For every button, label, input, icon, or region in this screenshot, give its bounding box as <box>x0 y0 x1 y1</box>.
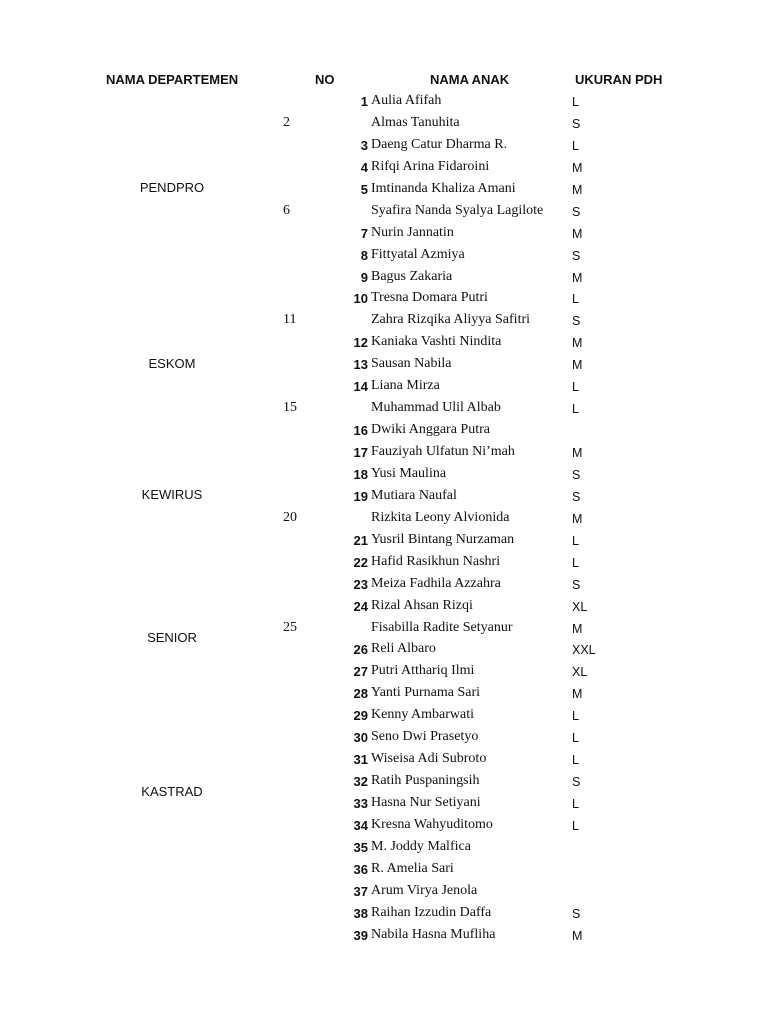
member-name: Imtinanda Khaliza Amani <box>371 180 516 196</box>
member-name: Rizkita Leony Alvionida <box>371 509 510 525</box>
member-name: R. Amelia Sari <box>371 860 454 876</box>
row-number: 28 <box>353 686 368 702</box>
pdh-size: XL <box>572 665 588 680</box>
row-number: 36 <box>353 861 368 877</box>
table-row <box>0 179 768 201</box>
member-name: Hasna Nur Setiyani <box>371 795 481 810</box>
row-number: 29 <box>353 708 368 724</box>
table-row <box>0 596 768 618</box>
member-name: Yusi Maulina <box>371 465 447 481</box>
row-number: 11 <box>283 312 297 328</box>
member-name: Putri Atthariq Ilmi <box>371 663 475 679</box>
table-row <box>0 903 768 925</box>
table-row <box>0 223 768 245</box>
row-number: 21 <box>353 532 368 548</box>
table-row <box>0 771 768 793</box>
member-name: Raihan Izzudin Daffa <box>371 904 492 920</box>
pdh-size: S <box>572 775 581 790</box>
table-row <box>0 749 768 771</box>
member-name: M. Joddy Malfica <box>371 838 471 854</box>
department-pendpro: PENDPRO <box>139 180 205 195</box>
row-number: 5 <box>360 181 368 197</box>
row-number: 23 <box>353 576 368 592</box>
member-name: Hafid Rasikhun Nashri <box>371 553 501 569</box>
member-name: Almas Tanuhita <box>371 114 460 130</box>
row-number: 35 <box>353 839 368 855</box>
row-number: 37 <box>353 883 368 899</box>
pdh-size: L <box>572 380 579 395</box>
row-number: 18 <box>353 466 368 482</box>
table-row <box>0 464 768 486</box>
table-row <box>0 442 768 464</box>
member-name: Fauziyah Ulfatun Ni’mah <box>371 444 515 459</box>
member-name: Aulia Afifah <box>371 93 442 108</box>
row-number: 27 <box>353 664 368 680</box>
pdh-size: M <box>572 160 583 175</box>
table-row <box>0 683 768 705</box>
header-name: NAMA ANAK <box>430 72 510 87</box>
row-number: 13 <box>353 357 368 373</box>
table-row <box>0 354 768 376</box>
member-name: Rifqi Arina Fidaroini <box>371 158 490 174</box>
table-row <box>0 661 768 683</box>
table-row <box>0 420 768 442</box>
row-number: 22 <box>353 554 368 570</box>
row-number: 10 <box>353 291 368 307</box>
table-row <box>0 201 768 223</box>
member-name: Kresna Wahyuditomo <box>371 816 493 832</box>
table-row <box>0 727 768 749</box>
pdh-size: L <box>572 292 579 307</box>
member-name: Nurin Jannatin <box>371 224 454 240</box>
member-name: Kaniaka Vashti Nindita <box>371 334 502 350</box>
row-number: 34 <box>353 817 368 833</box>
pdh-size: L <box>572 533 579 548</box>
row-number: 31 <box>353 752 368 768</box>
row-number: 20 <box>283 509 297 525</box>
pdh-size: XXL <box>572 643 596 658</box>
pdh-size: XL <box>572 599 588 614</box>
table-row <box>0 157 768 179</box>
table-row <box>0 705 768 727</box>
pdh-size: M <box>572 270 583 285</box>
row-number: 15 <box>283 400 297 416</box>
table-row <box>0 618 768 640</box>
table-row <box>0 552 768 574</box>
table-row <box>0 925 768 947</box>
row-number: 2 <box>283 114 290 130</box>
member-name: Ratih Puspaningsih <box>371 773 480 789</box>
table-row <box>0 837 768 859</box>
member-name: Seno Dwi Prasetyo <box>371 729 479 745</box>
table-row <box>0 815 768 837</box>
row-number: 25 <box>283 619 297 635</box>
row-number: 3 <box>360 137 368 153</box>
department-kewirus: KEWIRUS <box>141 487 203 502</box>
pdh-size: S <box>572 906 581 921</box>
member-name: Yanti Purnama Sari <box>371 685 481 701</box>
pdh-size: S <box>572 489 581 504</box>
member-name: Reli Albaro <box>371 641 436 657</box>
department-senior: SENIOR <box>147 630 197 645</box>
row-number: 24 <box>353 598 368 614</box>
member-name: Meiza Fadhila Azzahra <box>371 575 501 591</box>
pdh-size: L <box>572 138 579 153</box>
member-name: Liana Mirza <box>371 378 440 394</box>
table-row <box>0 245 768 267</box>
member-name: Arum Virya Jenola <box>371 882 478 898</box>
member-name: Zahra Rizqika Aliyya Safitri <box>371 312 531 328</box>
row-number: 32 <box>353 774 368 790</box>
table-row <box>0 267 768 289</box>
pdh-size: S <box>572 116 581 131</box>
member-name: Syafira Nanda Syalya Lagilote <box>371 202 544 218</box>
table-row <box>0 288 768 310</box>
row-number: 14 <box>353 379 368 395</box>
row-number: 7 <box>360 225 368 241</box>
table-row <box>0 310 768 332</box>
row-number: 9 <box>360 269 368 285</box>
pdh-size: M <box>572 928 583 943</box>
table-row <box>0 332 768 354</box>
member-name: Fisabilla Radite Setyanur <box>371 619 513 635</box>
pdh-size: S <box>572 314 581 329</box>
member-name: Daeng Catur Dharma R. <box>371 136 508 152</box>
header-no: NO <box>315 72 335 87</box>
pdh-size: L <box>572 797 579 811</box>
pdh-size: M <box>572 226 583 241</box>
row-number: 17 <box>353 445 368 460</box>
member-name: Kenny Ambarwati <box>371 707 475 723</box>
row-number: 16 <box>353 423 368 439</box>
member-table <box>0 91 768 947</box>
table-row <box>0 376 768 398</box>
row-number: 38 <box>353 905 368 921</box>
pdh-size: M <box>572 687 583 702</box>
pdh-size: L <box>572 753 579 768</box>
header-size: UKURAN PDH <box>575 72 663 87</box>
table-row <box>0 486 768 508</box>
member-name: Fittyatal Azmiya <box>371 246 465 262</box>
pdh-size: L <box>572 402 579 417</box>
pdh-size: S <box>572 467 581 482</box>
pdh-size: S <box>572 204 581 219</box>
pdh-size: M <box>572 358 583 373</box>
pdh-size: S <box>572 248 581 263</box>
pdh-size: L <box>572 555 579 570</box>
member-name: Rizal Ahsan Rizqi <box>371 597 473 613</box>
member-name: Dwiki Anggara Putra <box>371 422 490 438</box>
row-number: 30 <box>353 730 368 746</box>
member-name: Wiseisa Adi Subroto <box>371 751 487 767</box>
member-name: Muhammad Ulil Albab <box>371 400 501 416</box>
department-eskom: ESKOM <box>148 356 196 371</box>
table-row <box>0 508 768 530</box>
member-name: Yusril Bintang Nurzaman <box>371 531 515 547</box>
table-row <box>0 135 768 157</box>
row-number: 26 <box>353 642 368 658</box>
pdh-size: S <box>572 577 581 592</box>
row-number: 4 <box>360 159 368 175</box>
pdh-size: M <box>572 446 583 460</box>
header-department: NAMA DEPARTEMEN <box>106 72 239 87</box>
table-row <box>0 881 768 903</box>
table-row <box>0 793 768 815</box>
pdh-size: M <box>572 336 583 351</box>
table-row <box>0 574 768 596</box>
member-name: Tresna Domara Putri <box>371 290 488 306</box>
row-number: 33 <box>353 796 368 811</box>
department-kastrad: KASTRAD <box>141 784 203 799</box>
row-number: 1 <box>360 94 368 109</box>
table-row <box>0 91 768 113</box>
pdh-size: M <box>572 511 583 526</box>
member-name: Bagus Zakaria <box>371 268 453 284</box>
pdh-size: L <box>572 818 579 833</box>
row-number: 6 <box>283 202 290 218</box>
table-row <box>0 639 768 661</box>
table-row <box>0 113 768 135</box>
member-name: Sausan Nabila <box>371 356 452 372</box>
pdh-size: L <box>572 731 579 746</box>
pdh-size: L <box>572 95 579 109</box>
pdh-size: L <box>572 709 579 724</box>
pdh-size: M <box>572 621 583 636</box>
table-row <box>0 398 768 420</box>
member-name: Mutiara Naufal <box>371 487 457 503</box>
table-row <box>0 859 768 881</box>
row-number: 19 <box>353 488 368 504</box>
table-row <box>0 530 768 552</box>
member-name: Nabila Hasna Mufliha <box>371 926 496 942</box>
pdh-size: M <box>572 182 583 197</box>
row-number: 39 <box>353 927 368 943</box>
row-number: 8 <box>360 247 368 263</box>
row-number: 12 <box>353 335 368 351</box>
